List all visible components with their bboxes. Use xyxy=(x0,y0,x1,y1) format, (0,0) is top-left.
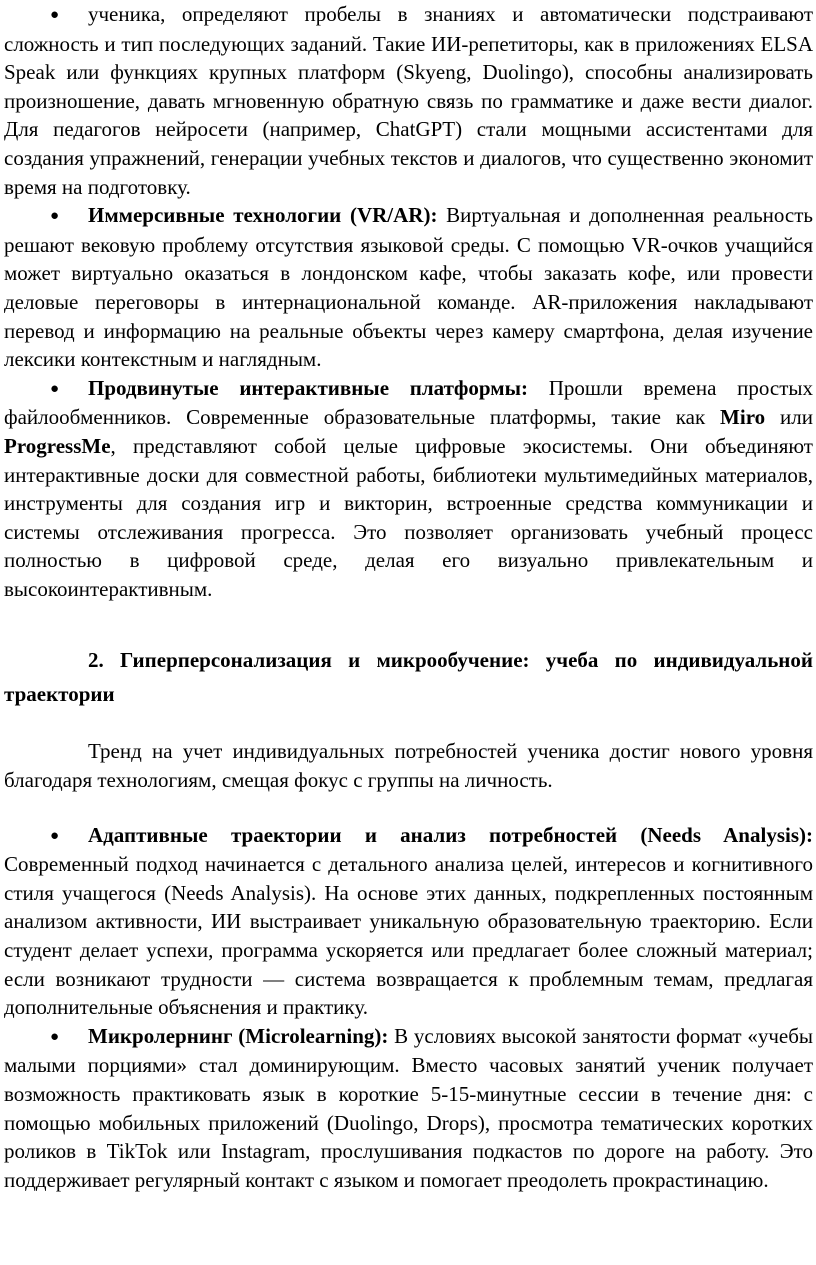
section-heading: 2. Гиперперсонализация и микрообучение: учеба по индивидуальной траектории xyxy=(4,648,813,707)
bullet-text: В условиях высокой занятости формат «учебы малыми порциями» стал доминирующим. Вместо часовых занятий ученик получает возможность практиковать язык в короткие 5-15-минутные сессии в течение дня: с помощью мобильных приложений (Duolingo, Drops), просмотра тематических коротких роликов в TikTok или Instagram, прослушивания подкастов по дороге на работу. Это поддерживает регулярный контакт с языком и помогает преодолеть прокрастинацию. xyxy=(4,1023,813,1192)
bullet-text: Современный подход начинается с детального анализа целей, интересов и когнитивного стиля учащегося (Needs Analysis). На основе этих данных, подкрепленных постоянным анализом активности, ИИ выстраивает уникальную образовательную траекторию. Если студент делает успехи, программа ускоряется или предлагает более сложный материал; если возникают трудности — система возвращается к проблемным темам, предлагая дополнительные объяснения и практику. xyxy=(4,852,813,1020)
bullet-adaptive-trajectories: ● Адаптивные траектории и анализ потребностей (Needs Analysis): Современный подход начинается с детального анализа целей, интересов и когнитивного стиля учащегося (Needs Analysis). На основе этих данных, подкрепленных постоянным анализом активности, ИИ выстраивает уникальную образовательную траекторию. Если студент делает успехи, программа ускоряется или предлагает более сложный материал; если возникают трудности — система возвращается к проблемным темам, предлагая дополнительные объяснения и практику. xyxy=(4,822,813,1020)
bullet-text-part: , представляют собой целые цифровые экосистемы. Они объединяют интерактивные доски для совместной работы, библиотеки мультимедийных материалов, инструменты для создания игр и викторин, встроенные средства коммуникации и системы отслеживания прогресса. Это позволяет организовать учебный процесс полностью в цифровой среде, делая его визуально привлекательным и высокоинтерактивным. xyxy=(4,433,813,601)
bullet-immersive-tech: ● Иммерсивные технологии (VR/AR): Виртуальная и дополненная реальность решают вековую проблему отсутствия языковой среды. С помощью VR-очков учащийся может виртуально оказаться в лондонском кафе, чтобы заказать кофе, или провести деловые переговоры в интернациональной команде. AR-приложения накладывают перевод и информацию на реальные объекты через камеру смартфона, делая изучение лексики контекстным и наглядным. xyxy=(4,203,813,372)
bullet-text-part: или xyxy=(765,405,813,430)
bullet-text-part: Прошли времена простых файлообменников. Современные образовательные платформы, такие как xyxy=(4,375,814,430)
fragment-text: ученика, определяют пробелы в знаниях и автоматически подстраивают сложность и тип последующих заданий. Такие ИИ-репетиторы, как в приложениях ELSA Speak или функциях крупных платформ (Skyeng, Duolingo), способны анализировать произношение, давать мгновенную обратную связь по грамматике и даже вести диалог. Для педагогов нейросети (например, ChatGPT) стали мощными ассистентами для создания упражнений, генерации учебных текстов и диалогов, что существенно экономит время на подготовку. xyxy=(4,2,813,199)
section-intro: Тренд на учет индивидуальных потребностей ученика достиг нового уровня благодаря технологиям, смещая фокус с группы на личность. xyxy=(4,739,813,793)
bullet-title: Микролернинг (Microlearning): xyxy=(88,1023,389,1048)
bullet-title: Продвинутые интерактивные платформы: xyxy=(88,375,528,400)
bold-term-miro: Miro xyxy=(720,405,766,430)
bullet-interactive-platforms: ● Продвинутые интерактивные платформы: Прошли времена простых файлообменников. Современные образовательные платформы, такие как Miro или ProgressMe, представляют собой целые цифровые экосистемы. Они объединяют интерактивные доски для совместной работы, библиотеки мультимедийных материалов, инструменты для создания игр и викторин, встроенные средства коммуникации и системы отслеживания прогресса. Это позволяет организовать учебный процесс полностью в цифровой среде, делая его визуально привлекательным и высокоинтерактивным. xyxy=(4,375,814,601)
bullet-title: Иммерсивные технологии (VR/AR): xyxy=(88,203,438,228)
bullet-text: Виртуальная и дополненная реальность решают вековую проблему отсутствия языковой среды. С помощью VR-очков учащийся может виртуально оказаться в лондонском кафе, чтобы заказать кофе, или провести деловые переговоры в интернациональной команде. AR-приложения накладывают перевод и информацию на реальные объекты через камеру смартфона, делая изучение лексики контекстным и наглядным. xyxy=(4,203,813,372)
document-page xyxy=(4,0,813,1194)
bullet-fragment-ai-tutors: ● ученика, определяют пробелы в знаниях и автоматически подстраивают сложность и тип последующих заданий. Такие ИИ-репетиторы, как в приложениях ELSA Speak или функциях крупных платформ (Skyeng, Duolingo), способны анализировать произношение, давать мгновенную обратную связь по грамматике и даже вести диалог. Для педагогов нейросети (например, ChatGPT) стали мощными ассистентами для создания упражнений, генерации учебных текстов и диалогов, что существенно экономит время на подготовку. xyxy=(4,2,813,199)
bold-term-progressme: ProgressMe xyxy=(4,433,111,458)
bullet-microlearning: ● Микролернинг (Microlearning): В условиях высокой занятости формат «учебы малыми порциями» стал доминирующим. Вместо часовых занятий ученик получает возможность практиковать язык в короткие 5-15-минутные сессии в течение дня: с помощью мобильных приложений (Duolingo, Drops), просмотра тематических коротких роликов в TikTok или Instagram, прослушивания подкастов по дороге на работу. Это поддерживает регулярный контакт с языком и помогает преодолеть прокрастинацию. xyxy=(4,1023,813,1192)
bullet-title: Адаптивные траектории и анализ потребностей (Needs Analysis): xyxy=(88,822,813,847)
